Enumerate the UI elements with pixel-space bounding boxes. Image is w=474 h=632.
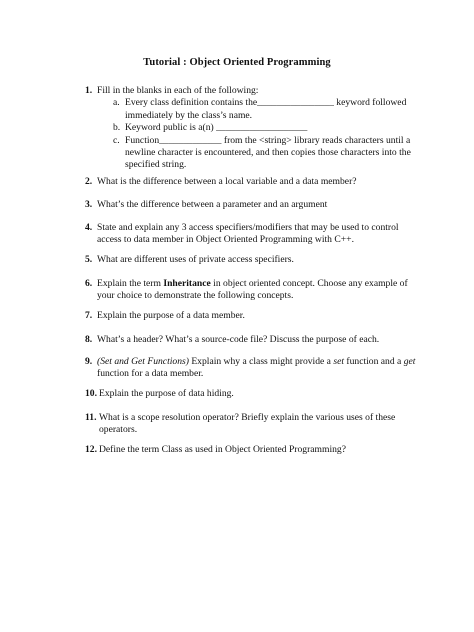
question-number: 7. — [85, 310, 93, 321]
question-text: Fill in the blanks in each of the following: — [97, 85, 259, 96]
sub-item-c — [113, 135, 425, 172]
question-number: 5. — [85, 254, 93, 265]
sub-item-b — [113, 122, 425, 134]
sub-item-label: a. — [113, 97, 120, 109]
question-7 — [85, 310, 425, 322]
sub-item-label: c. — [113, 134, 120, 146]
question-italic: (Set and Get Functions) — [97, 356, 189, 367]
sub-item-label: b. — [113, 122, 121, 134]
sub-item-text: Every class definition contains the________________ keyword followed immediately by the class’s name. — [125, 97, 407, 121]
question-number: 12. — [85, 444, 97, 455]
question-10 — [85, 388, 425, 400]
question-text: What’s the difference between a parameter and an argument — [97, 199, 328, 210]
question-text: What are different uses of private access specifiers. — [97, 254, 294, 265]
question-8 — [85, 334, 425, 346]
question-text: Explain the purpose of data hiding. — [99, 388, 234, 399]
question-3 — [85, 199, 425, 211]
question-text: What is the difference between a local variable and a data member? — [97, 176, 357, 187]
question-italic: set — [333, 356, 345, 367]
question-text: Explain the purpose of a data member. — [97, 310, 245, 321]
question-number: 8. — [85, 334, 93, 345]
question-text-part: in object oriented concept. Choose any example of your choice to demonstrate the following concepts. — [97, 278, 408, 302]
question-text-part: Explain the term — [97, 278, 164, 289]
question-keyword: Inheritance — [163, 278, 211, 289]
question-number: 2. — [85, 176, 93, 187]
sub-item-a — [113, 97, 425, 122]
question-number: 1. — [85, 85, 93, 96]
question-number: 6. — [85, 278, 93, 289]
question-number: 4. — [85, 222, 93, 233]
question-text — [97, 278, 425, 303]
question-text: What’s a header? What’s a source-code file? Discuss the purpose of each. — [97, 334, 380, 345]
question-number: 11. — [85, 412, 97, 423]
page-title: Tutorial : Object Oriented Programming — [143, 57, 331, 68]
question-1 — [85, 85, 425, 172]
question-number: 3. — [85, 199, 93, 210]
question-italic: get — [403, 356, 416, 367]
question-text: Define the term Class as used in Object Oriented Programming? — [99, 444, 346, 455]
sub-item-text: Keyword public is a(n) ___________________ — [125, 122, 308, 134]
question-4 — [85, 222, 425, 247]
question-text-part: function for a data member. — [97, 368, 204, 380]
question-12 — [85, 444, 425, 456]
question-text — [97, 356, 425, 381]
question-text: What is a scope resolution operator? Briefly explain the various uses of these operators. — [99, 412, 396, 436]
question-9 — [85, 356, 425, 381]
question-11 — [85, 412, 425, 437]
question-6 — [85, 278, 425, 303]
question-number: 9. — [85, 356, 93, 367]
question-number: 10. — [85, 388, 97, 399]
question-5 — [85, 254, 425, 266]
question-text-part: function and a — [344, 356, 404, 367]
sub-item-text: Function_____________ from the <string> library reads characters until a newline character is encountered, and then copies those characters into the specified string. — [125, 134, 411, 171]
question-text-part: Explain why a class might provide a — [188, 356, 334, 367]
question-2 — [85, 176, 425, 188]
question-text: State and explain any 3 access specifiers/modifiers that may be used to control access to data member in Object Oriented Programming with C++. — [97, 222, 399, 246]
